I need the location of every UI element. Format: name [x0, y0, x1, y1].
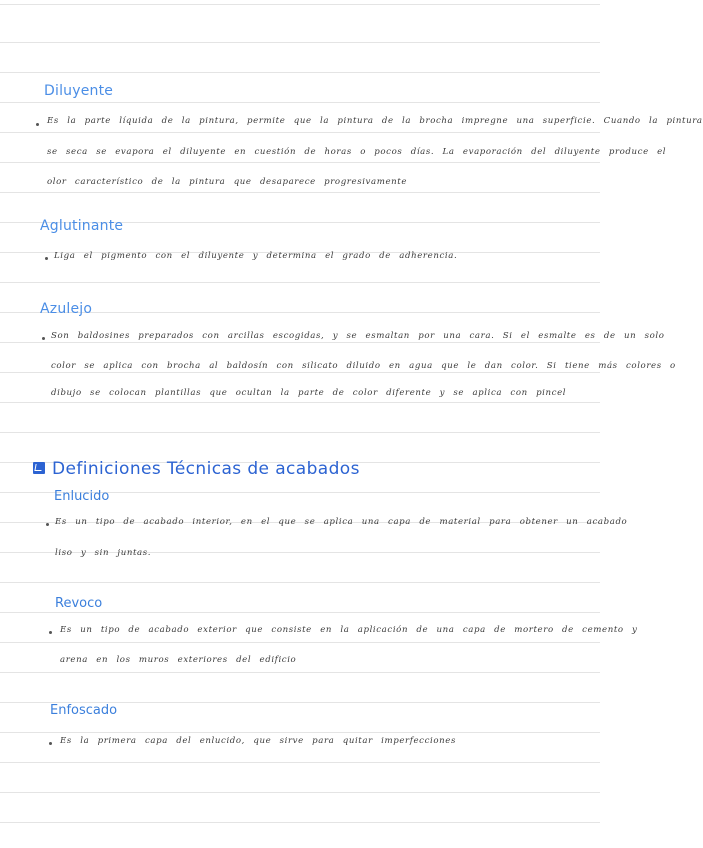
text-line: Es la parte líquida de la pintura, permite que la pintura de la brocha impregne una superficie. Cuando la pintura: [47, 116, 703, 126]
bullet: [45, 257, 48, 260]
text-line: Es un tipo de acabado interior, en el que se aplica una capa de material para obtener un acabado: [55, 517, 628, 527]
text-line: se seca se evapora el diluyente en cuestión de horas o pocos días. La evaporación del diluyente produce el: [47, 147, 667, 157]
heading-enlucido: Enlucido: [54, 489, 110, 504]
heading-azulejo: Azulejo: [40, 301, 93, 317]
heading-diluyente: Diluyente: [44, 83, 114, 99]
text-line: Es la primera capa del enlucido, que sirve para quitar imperfecciones: [60, 736, 456, 746]
bullet: [49, 742, 52, 745]
text-line: arena en los muros exteriores del edificio: [60, 655, 297, 665]
heading-enfoscado: Enfoscado: [50, 703, 118, 718]
bullet: [49, 631, 52, 634]
text-line: dibujo se colocan plantillas que ocultan la parte de color diferente y se aplica con pincel: [51, 388, 567, 398]
heading-definiciones-tecnicas: Definiciones Técnicas de acabados: [52, 459, 360, 479]
text-line: color se aplica con brocha al baldosín con silicato diluido en agua que le dan color. Si tiene más colores o: [51, 361, 676, 371]
text-line: Es un tipo de acabado exterior que consiste en la aplicación de una capa de mortero de cemento y: [60, 625, 638, 635]
checkbox-icon: [33, 462, 45, 474]
bullet: [36, 123, 39, 126]
text-line: Liga el pigmento con el diluyente y determina el grado de adherencia.: [54, 251, 458, 261]
text-line: liso y sin juntas.: [55, 548, 152, 558]
heading-revoco: Revoco: [55, 596, 103, 611]
bullet: [42, 337, 45, 340]
heading-aglutinante: Aglutinante: [40, 218, 124, 234]
text-line: Son baldosines preparados con arcillas escogidas, y se esmaltan por una cara. Si el esmalte es de un solo: [51, 331, 665, 341]
bullet: [46, 523, 49, 526]
text-line: olor característico de la pintura que desaparece progresivamente: [47, 177, 408, 187]
